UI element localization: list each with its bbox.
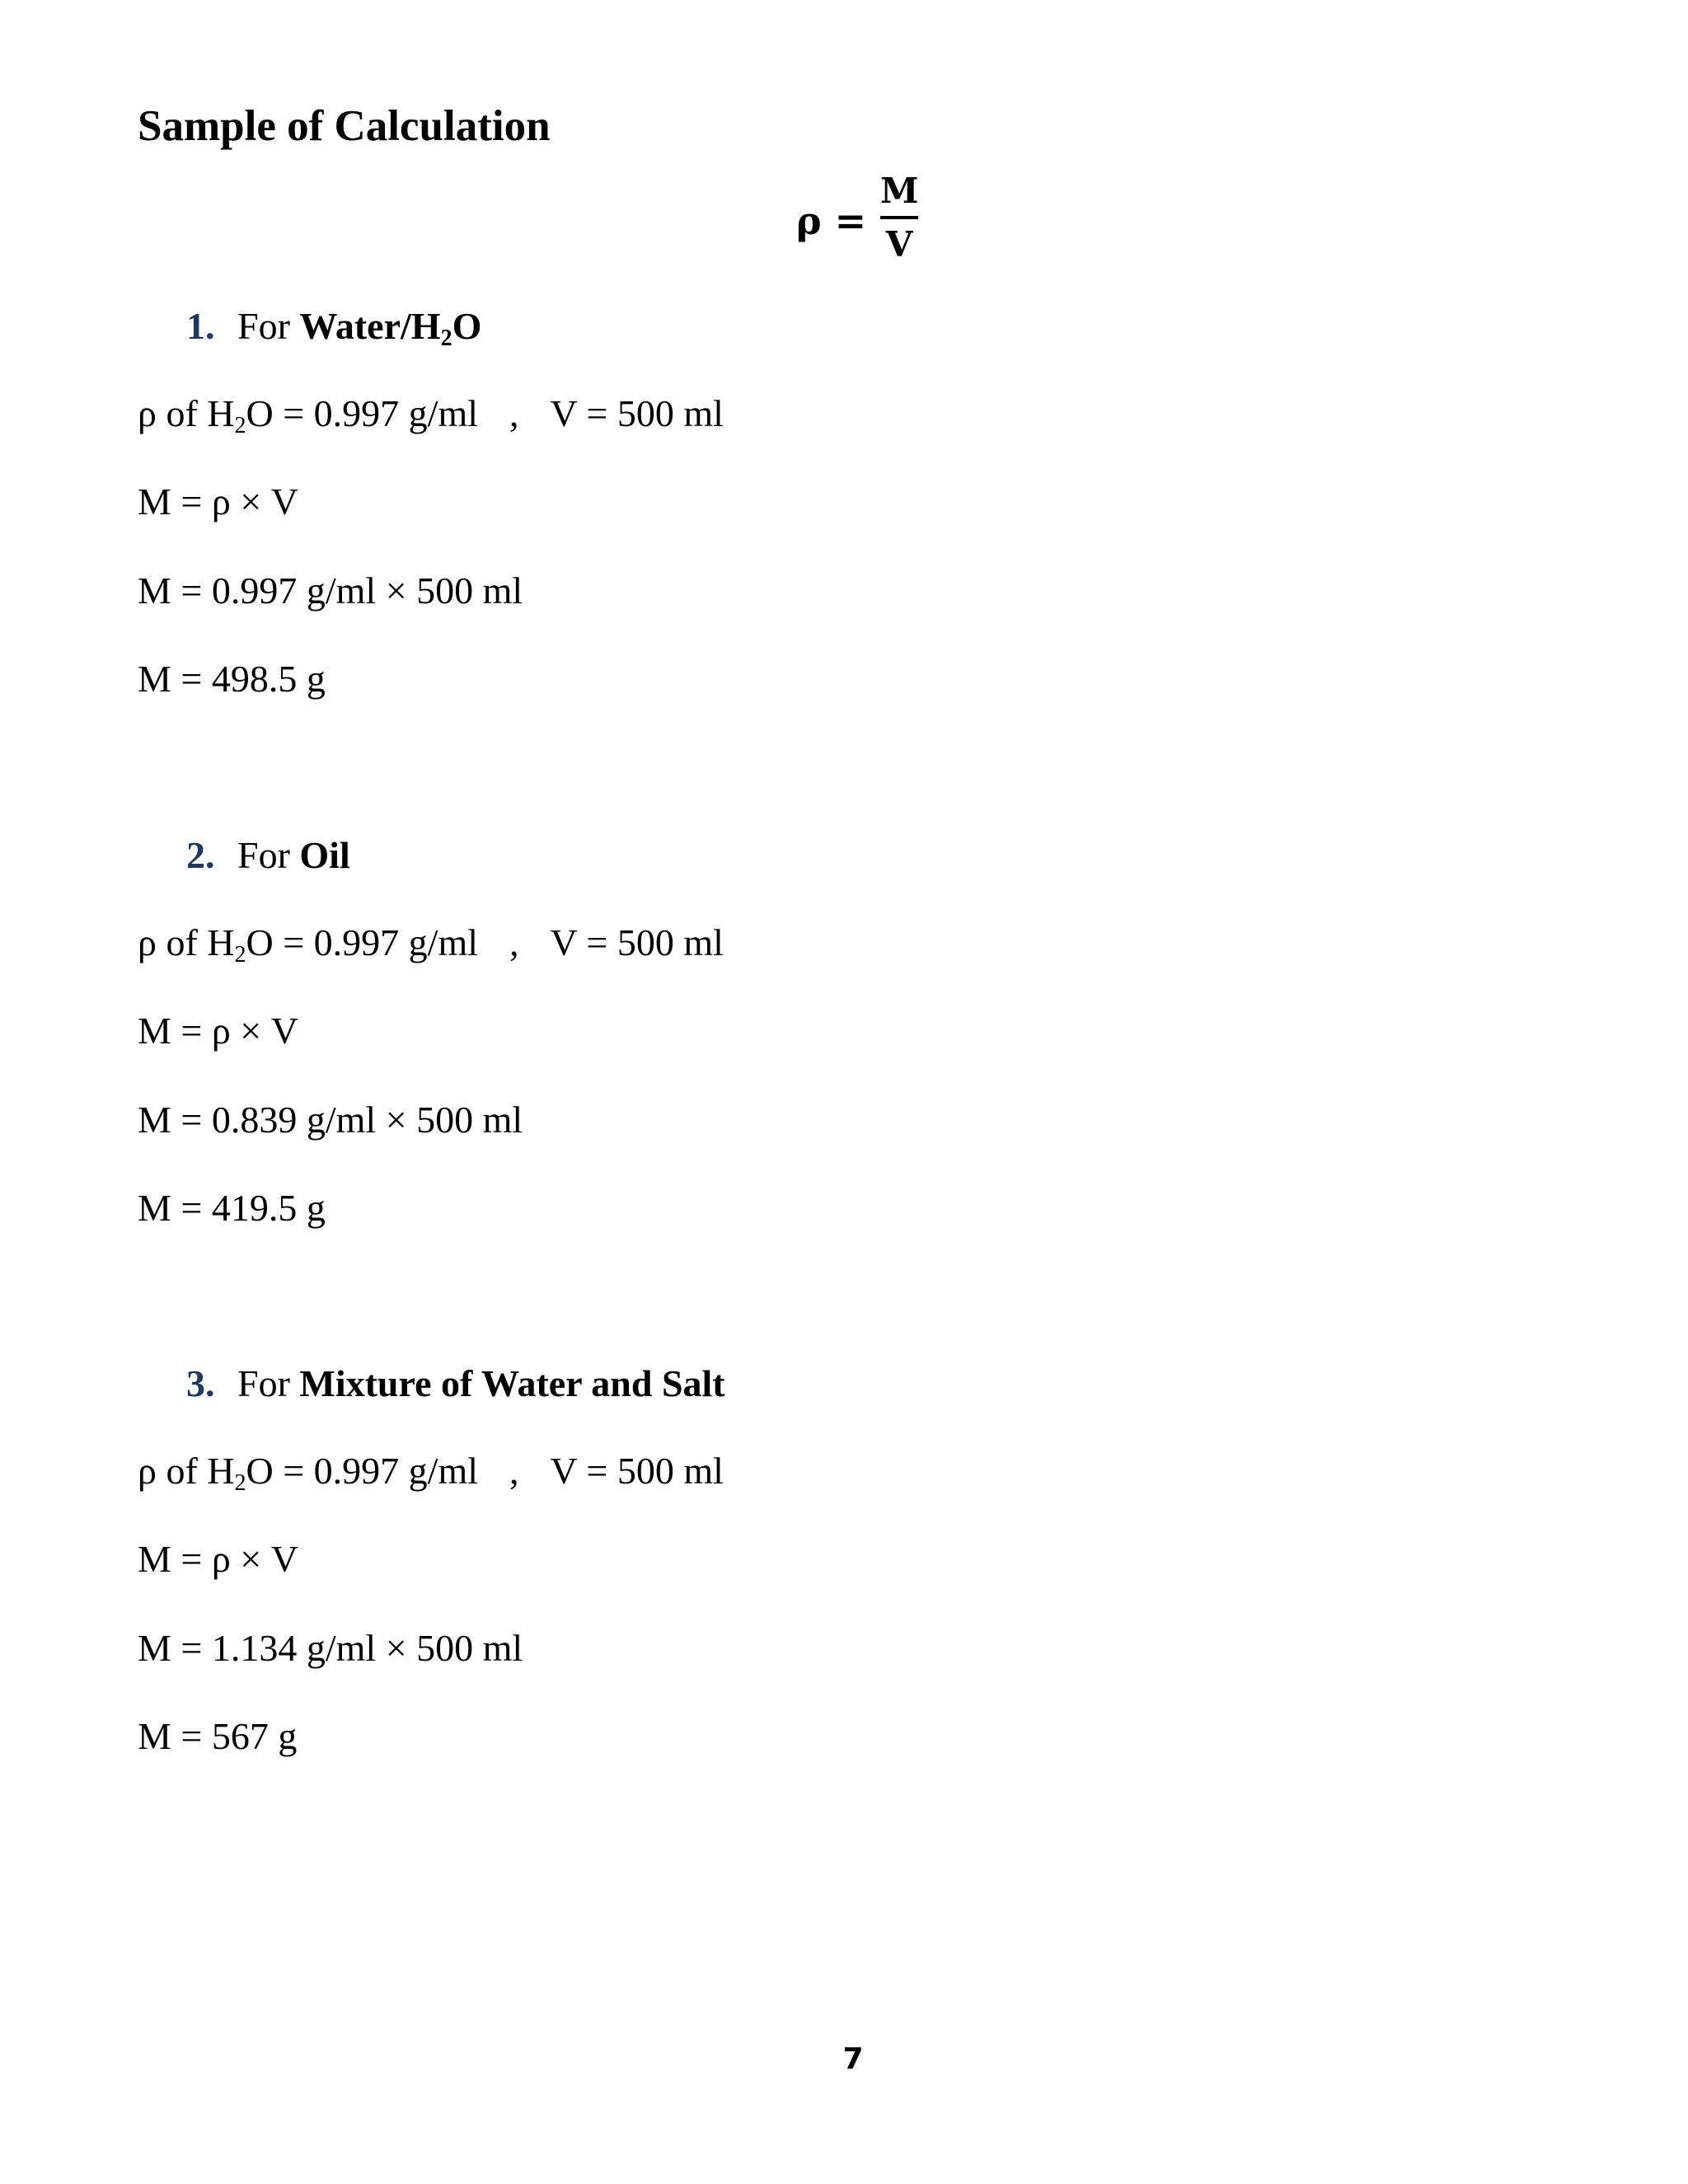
equation-step: M = 0.839 g/ml × 500 ml: [138, 1099, 523, 1141]
list-number: 1.: [186, 305, 215, 347]
section-label: For: [237, 834, 300, 876]
fraction-bar: [880, 216, 918, 219]
separator-comma: ,: [509, 392, 519, 434]
given-density: O = 0.997 g/ml: [246, 1450, 479, 1492]
subject-text: O: [452, 305, 482, 347]
formula-fraction: [880, 168, 918, 267]
section-subject: [299, 305, 482, 351]
list-number: 3.: [186, 1362, 215, 1404]
equation-step: M = ρ × V: [138, 1538, 298, 1580]
given-density: ρ of H: [138, 1450, 235, 1492]
given-density: O = 0.997 g/ml: [246, 392, 479, 434]
given-values-line: [138, 1446, 724, 1496]
separator-comma: ,: [509, 1450, 519, 1492]
equation-result: M = 567 g: [138, 1715, 298, 1757]
subscript: 2: [234, 1470, 246, 1496]
section-heading-water: [186, 302, 481, 351]
subscript: 2: [440, 326, 452, 351]
page-number: 7: [842, 2042, 864, 2076]
given-values-line: [138, 389, 724, 438]
equation-step: M = 0.997 g/ml × 500 ml: [138, 569, 523, 612]
subject-text: Water/H: [299, 305, 441, 347]
equation-step: M = 1.134 g/ml × 500 ml: [138, 1627, 523, 1669]
given-values-line: [138, 918, 724, 968]
equation-step: M = ρ × V: [138, 480, 298, 523]
subscript: 2: [234, 413, 246, 438]
section-subject: Mixture of Water and Salt: [299, 1362, 725, 1404]
formula-denominator: V: [885, 224, 913, 265]
section-heading-oil: [186, 831, 350, 880]
given-density: ρ of H: [138, 921, 235, 963]
list-number: 2.: [186, 834, 215, 876]
given-volume: V = 500 ml: [550, 921, 724, 963]
section-heading-mixture: [186, 1359, 725, 1408]
given-density: ρ of H: [138, 392, 235, 434]
equation-result: M = 419.5 g: [138, 1187, 326, 1229]
formula-numerator: M: [880, 171, 919, 211]
given-volume: V = 500 ml: [550, 1450, 724, 1492]
section-label: For: [237, 305, 300, 347]
equation-result: M = 498.5 g: [138, 658, 326, 700]
section-subject: Oil: [299, 834, 350, 876]
subscript: 2: [234, 942, 246, 968]
given-volume: V = 500 ml: [550, 392, 724, 434]
given-density: O = 0.997 g/ml: [246, 921, 479, 963]
equation-step: M = ρ × V: [138, 1010, 298, 1052]
formula-lhs: ρ =: [796, 199, 867, 243]
page-title: Sample of Calculation: [138, 102, 551, 150]
separator-comma: ,: [509, 921, 519, 963]
section-label: For: [237, 1362, 300, 1404]
